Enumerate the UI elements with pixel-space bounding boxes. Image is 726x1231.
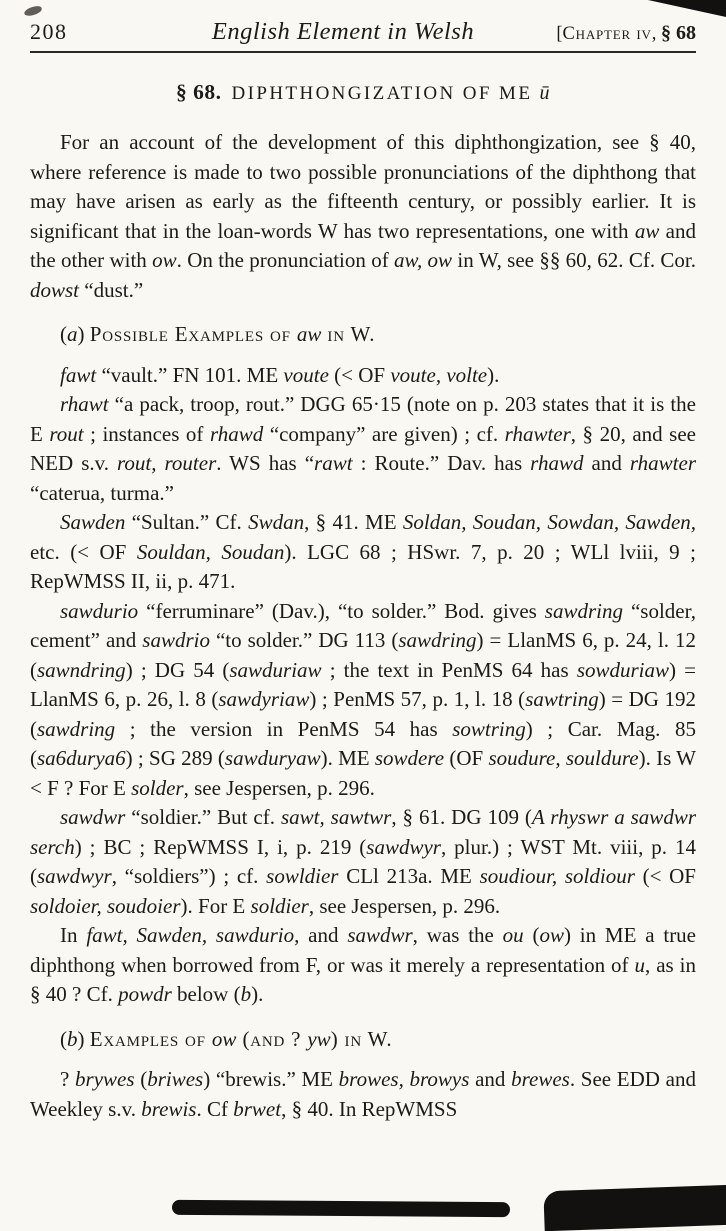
text-run: powdr — [118, 982, 172, 1006]
text-run: sawdwr — [60, 805, 126, 829]
text-run: brewis — [141, 1096, 197, 1121]
text-run: rhawd — [209, 421, 264, 446]
text-run: ow — [539, 923, 564, 947]
text-run: ) = LlanMS 6, p. 26, l. 8 ( — [30, 657, 696, 711]
text-run: ) ; BC ; RepWMSS I, i, p. 219 ( — [74, 834, 367, 859]
text-run: u — [634, 952, 646, 977]
text-run: soldier — [250, 893, 309, 918]
text-run: “Sultan.” Cf. — [125, 510, 249, 534]
text-run: , § 40. In RepWMSS — [281, 1096, 458, 1121]
text-run: Possible Examples of — [89, 322, 297, 346]
text-run: sawdring — [37, 716, 116, 741]
text-run: , see Jespersen, p. 296. — [308, 893, 501, 918]
header-rule — [30, 51, 696, 53]
text-run: ? — [60, 1067, 76, 1091]
text-run: ) ; PenMS 57, p. 1, l. 18 ( — [309, 687, 526, 711]
text-run: soudure, souldure — [488, 746, 639, 770]
text-run: ; the version in PenMS 54 has — [115, 716, 453, 741]
text-run: browes, browys — [338, 1067, 470, 1091]
text-run: . See EDD and Weekley s.v. — [30, 1067, 696, 1121]
text-run: A rhyswr a sawdwr serch — [30, 805, 696, 859]
running-title: English Element in Welsh — [211, 18, 475, 45]
text-run: . Cf — [196, 1096, 234, 1121]
text-run: ). LGC 68 ; HSwr. 7, p. 20 ; WLl lviii, 9 ; RepWMSS II, ii, p. 471. — [30, 539, 696, 593]
text-run: ) ; Car. Mag. 85 ( — [30, 716, 696, 770]
text-run: , § 20, and see NED s.v. — [30, 421, 696, 475]
text-run: ( — [60, 1026, 67, 1051]
text-run: sawndring — [37, 657, 126, 682]
text-run: For an account of the development of this diphthongization, see § 40, where reference is made to two possible pronunciations of the diphthong that may have arisen as early as the fifteenth century, or possibly earlier. It is significant that in the loan-words W has two representations, one with — [30, 130, 696, 243]
text-run: ) = DG 192 ( — [30, 687, 696, 741]
paragraph-discussion — [30, 921, 696, 1010]
text-run: “solder, cement” and — [30, 598, 697, 652]
text-run: “a pack, troop, rout.” DGG 65·15 (note on p. 203 states that it is the E — [30, 392, 696, 446]
text-run: ). Is W < F ? For E — [30, 746, 696, 800]
text-run: a — [67, 322, 78, 346]
text-run: below ( — [171, 982, 241, 1006]
text-run: , plur.) ; WST Mt. viii, p. 14 ( — [30, 834, 697, 888]
text-run: (and ? — [236, 1026, 308, 1051]
text-run: rhawd — [530, 451, 584, 475]
text-run: , was the — [412, 923, 503, 947]
section-heading — [30, 80, 696, 105]
text-run: , § 41. ME — [304, 510, 403, 534]
text-run: brewes — [511, 1067, 570, 1091]
text-run: rout, router — [117, 451, 217, 475]
text-run: ) “brewis.” ME — [203, 1067, 339, 1091]
text-run: Sawden — [60, 510, 126, 534]
text-run: ow — [211, 1026, 237, 1051]
text-run: ) in ME a true diphthong when borrowed from F, or was it merely a representation of — [30, 923, 697, 977]
page-body — [30, 128, 696, 1124]
text-run: and — [583, 451, 630, 475]
text-run: solder — [131, 775, 184, 800]
text-run: rhawt — [60, 392, 109, 416]
text-run: § 68. — [176, 80, 222, 104]
text-run: voute — [283, 362, 329, 387]
text-run: b — [240, 982, 252, 1006]
entry-rhawt — [30, 390, 696, 508]
text-run: (< OF — [328, 362, 391, 387]
text-run: yw — [307, 1026, 331, 1051]
text-run: sawdwyr — [37, 864, 112, 888]
text-run: soldoier, soudoier — [30, 893, 181, 918]
text-run: sawdwr — [347, 923, 413, 947]
text-run: sawduryaw — [224, 746, 321, 770]
text-run: rhawter — [629, 451, 696, 475]
text-run: ; the text in PenMS 64 has — [321, 657, 577, 682]
text-run: “company” are given) ; cf. — [263, 421, 505, 446]
text-run: and the other with — [30, 218, 696, 272]
text-run: ) in W. — [330, 1026, 393, 1051]
text-run: sa6durya6 — [37, 746, 126, 770]
text-run: ). ME — [320, 746, 375, 770]
text-run: sawtring — [525, 687, 599, 711]
text-run: Examples of — [89, 1026, 212, 1051]
scan-shadow-bottom-right — [543, 1185, 726, 1231]
text-run: (OF — [444, 746, 489, 770]
text-run: sawdwyr — [366, 834, 441, 859]
text-run: ū — [539, 82, 550, 104]
text-run: “dust.” — [79, 277, 144, 302]
text-run: ). — [251, 982, 264, 1006]
text-run: “ferruminare” (Dav.), “to solder.” Bod. gives — [138, 598, 545, 623]
text-run: ) — [77, 1026, 90, 1051]
running-header — [30, 10, 696, 46]
scan-shadow-bottom-center — [172, 1200, 510, 1217]
text-run: : Route.” Dav. has — [352, 451, 531, 475]
text-run: “vault.” FN 101. ME — [96, 362, 284, 387]
text-run: sawdyriaw — [218, 687, 310, 711]
text-run: , § 61. DG 109 ( — [391, 805, 532, 829]
text-run: sawdring — [544, 598, 623, 623]
section-label-b — [30, 1025, 696, 1055]
text-run: sowtring — [452, 716, 526, 741]
text-run: fawt, Sawden, sawdurio, — [86, 923, 300, 947]
text-run: briwes — [147, 1067, 204, 1091]
scan-shadow-top-right — [648, 0, 726, 17]
text-run: ; instances of — [83, 421, 210, 446]
text-run: etc. (< OF — [30, 539, 137, 564]
text-run: ). For E — [180, 893, 251, 918]
text-run: rawt — [314, 451, 353, 475]
text-run: ) = LlanMS 6, p. 24, l. 12 ( — [30, 628, 696, 682]
text-run: ( — [134, 1067, 148, 1091]
text-run: rhawter — [504, 421, 571, 446]
text-run: . WS has “ — [216, 451, 315, 475]
text-run: [ — [556, 24, 563, 44]
text-run: sawduriaw — [229, 657, 322, 682]
text-run: ow — [152, 248, 177, 272]
paragraph-intro — [30, 128, 696, 305]
text-run: DIPHTHONGIZATION OF ME — [231, 83, 540, 104]
text-run: , see Jespersen, p. 296. — [183, 775, 375, 800]
text-run: sowdere — [374, 746, 445, 770]
text-run: sowduriaw — [576, 657, 670, 682]
text-run: , as in § 40 ? Cf. — [30, 952, 696, 1006]
text-run: sawdurio — [60, 598, 139, 623]
page-number: 208 — [30, 19, 68, 44]
text-run: sawdring — [398, 628, 477, 652]
text-run: ). — [487, 362, 500, 387]
text-run: . On the pronunciation of — [176, 248, 395, 272]
text-run: Chapter iv — [562, 24, 652, 44]
text-run: “to solder.” DG 113 ( — [209, 628, 399, 652]
text-run: sawdrio — [142, 628, 210, 652]
text-run: ) ; SG 289 ( — [125, 746, 225, 770]
text-run: Souldan, Soudan — [136, 539, 285, 564]
section-label-a — [30, 320, 696, 350]
text-run: ) ; DG 54 ( — [125, 657, 230, 682]
text-run: dowst — [30, 277, 80, 302]
text-run: ou — [502, 923, 524, 947]
text-run: (< OF — [634, 864, 696, 888]
entry-sawden — [30, 508, 696, 597]
text-run: and — [299, 923, 348, 947]
entry-brywes — [30, 1065, 696, 1124]
text-run: brwet — [233, 1096, 282, 1121]
text-run: fawt — [60, 362, 97, 387]
text-run: Soldan, Soudan, Sowdan, Sawden, — [402, 510, 697, 534]
text-run: § 68 — [661, 22, 696, 44]
entry-sawdwr — [30, 803, 696, 921]
text-run: brywes — [75, 1067, 135, 1091]
text-run: aw — [296, 322, 322, 346]
text-run: aw, ow — [394, 248, 453, 272]
entry-sawdurio — [30, 597, 696, 804]
text-run: in W. — [321, 322, 376, 346]
text-run: rout — [49, 421, 84, 446]
text-run: In — [60, 923, 87, 947]
text-run: ( — [60, 322, 67, 346]
text-run: , — [651, 24, 661, 44]
text-run: ( — [523, 923, 540, 947]
text-run: Swdan — [248, 510, 305, 534]
text-run: and — [469, 1067, 512, 1091]
text-run: “caterua, turma.” — [30, 480, 174, 505]
text-run: voute, volte — [390, 362, 488, 387]
chapter-reference — [516, 22, 696, 45]
text-run: ) — [77, 322, 90, 346]
text-run: CLl 213a. ME — [338, 864, 480, 888]
text-run: , “soldiers”) ; cf. — [111, 864, 267, 888]
text-run: “soldier.” But cf. — [125, 805, 281, 829]
text-run: soudiour, soldiour — [479, 864, 635, 888]
text-run: b — [67, 1026, 78, 1051]
text-run: aw — [634, 218, 660, 243]
entry-fawt — [30, 361, 696, 391]
text-run: sawt, sawtwr — [280, 805, 392, 829]
text-run: in W, see §§ 60, 62. Cf. Cor. — [452, 248, 696, 272]
text-run: sowldier — [266, 864, 339, 888]
